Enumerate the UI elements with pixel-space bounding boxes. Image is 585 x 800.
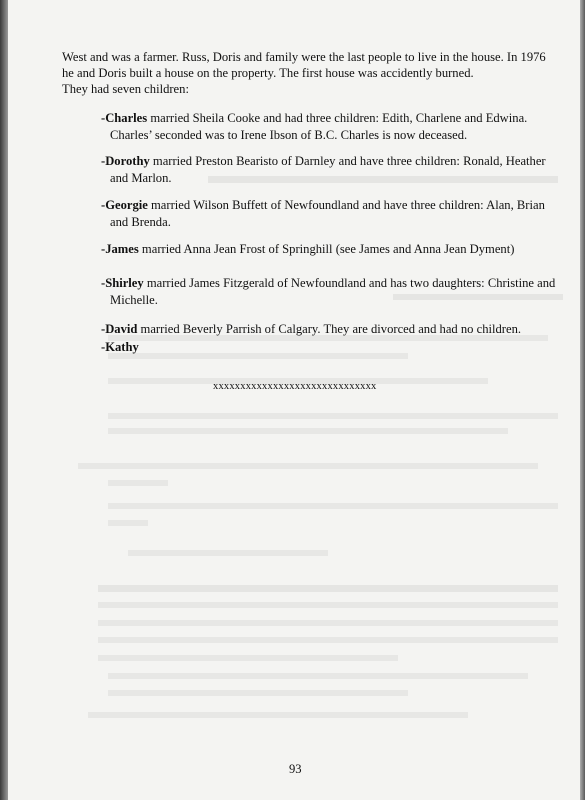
child-text: married Wilson Buffett of Newfoundland and have three children: Alan, Brian bbox=[147, 198, 545, 212]
document-page bbox=[8, 0, 580, 800]
page-number: 93 bbox=[289, 762, 302, 776]
page-edge-shadow bbox=[580, 0, 585, 800]
child-entry-david bbox=[101, 321, 561, 338]
child-name: -Dorothy bbox=[101, 154, 150, 168]
child-name: -Kathy bbox=[101, 340, 139, 354]
child-text-continued: Michelle. bbox=[110, 293, 158, 307]
child-text: married Preston Bearisto of Darnley and have three children: Ronald, Heather bbox=[149, 154, 546, 168]
child-name: -James bbox=[101, 242, 139, 256]
child-text: married Anna Jean Frost of Springhill (see James and Anna Jean Dyment) bbox=[138, 242, 515, 256]
intro-paragraph bbox=[62, 49, 546, 97]
child-name: -Georgie bbox=[101, 198, 148, 212]
child-text-continued: and Brenda. bbox=[110, 215, 171, 229]
child-text: married Beverly Parrish of Calgary. They are divorced and had no children. bbox=[137, 322, 522, 336]
child-name: -Charles bbox=[101, 111, 148, 125]
child-entry-shirley bbox=[101, 275, 561, 309]
child-name: -David bbox=[101, 322, 138, 336]
child-text: married James Fitzgerald of Newfoundland and has two daughters: Christine and bbox=[143, 276, 556, 290]
child-text-continued: Charles’ seconded was to Irene Ibson of B.C. Charles is now deceased. bbox=[110, 128, 468, 142]
intro-line: he and Doris built a house on the property. The first house was accidently burned. bbox=[62, 66, 474, 80]
intro-line: West and was a farmer. Russ, Doris and family were the last people to live in the house. In 1976 bbox=[62, 50, 546, 64]
section-separator: xxxxxxxxxxxxxxxxxxxxxxxxxxxxxx bbox=[213, 381, 377, 392]
child-entry-charles bbox=[101, 110, 561, 144]
child-text: married Sheila Cooke and had three children: Edith, Charlene and Edwina. bbox=[147, 111, 528, 125]
page-binding-shadow bbox=[0, 0, 8, 800]
child-text-continued: and Marlon. bbox=[110, 171, 172, 185]
intro-line: They had seven children: bbox=[62, 82, 189, 96]
child-name: -Shirley bbox=[101, 276, 144, 290]
child-entry-dorothy bbox=[101, 153, 561, 187]
child-entry-kathy bbox=[101, 339, 561, 356]
child-entry-james bbox=[101, 241, 561, 258]
child-entry-georgie bbox=[101, 197, 561, 231]
